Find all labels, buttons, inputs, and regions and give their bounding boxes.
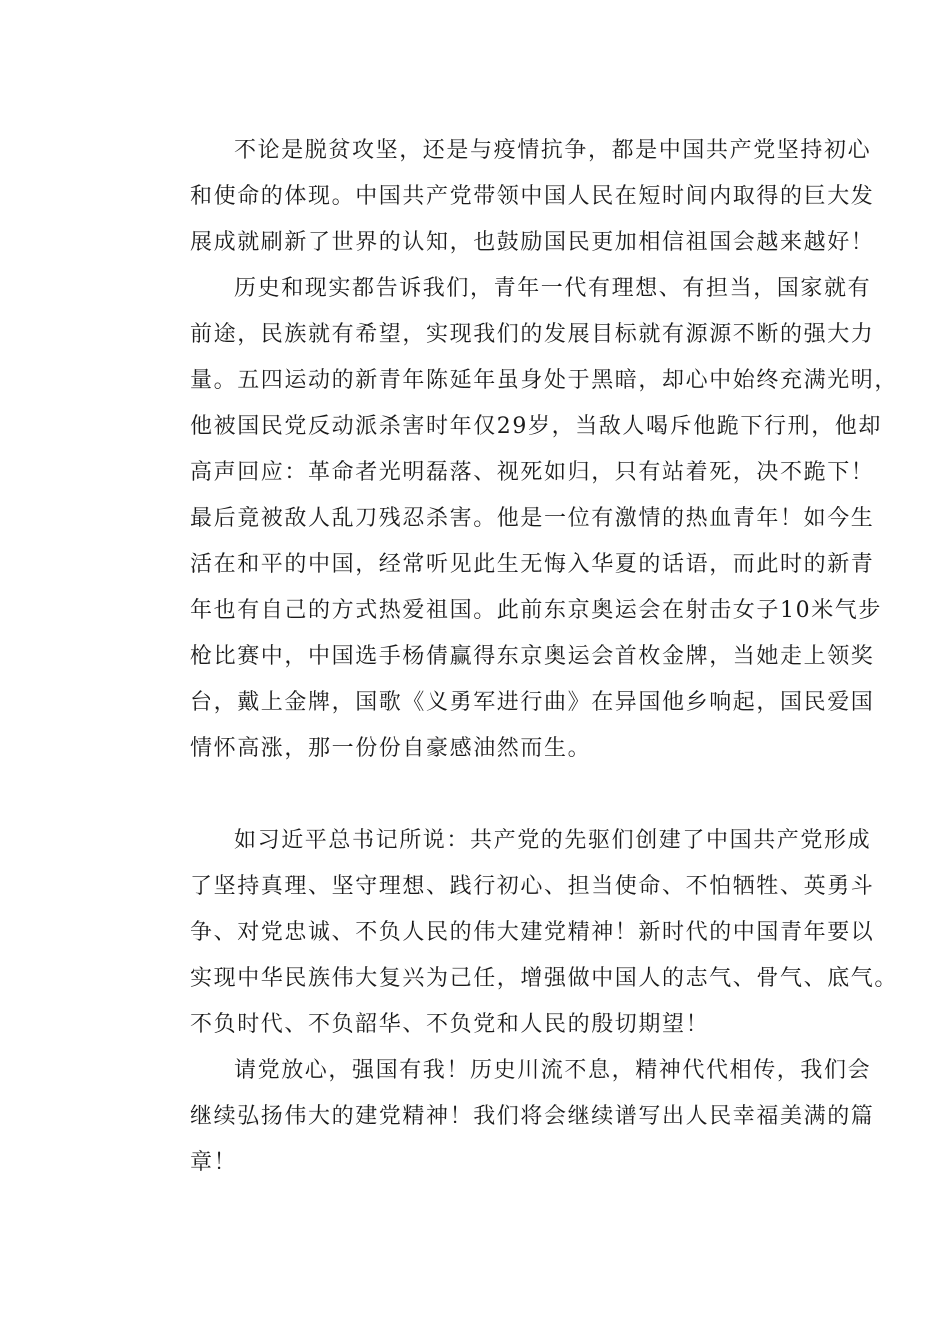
text-line: 继续弘扬伟大的建党精神！我们将会继续谱写出人民幸福美满的篇 bbox=[190, 1104, 875, 1129]
text-line: 他被国民党反动派杀害时年仅29岁，当敌人喝斥他跪下行刑，他却 bbox=[190, 414, 882, 439]
text-line: 前途，民族就有希望，实现我们的发展目标就有源源不断的强大力 bbox=[190, 322, 875, 347]
text-line: 展成就刷新了世界的认知，也鼓励国民更加相信祖国会越来越好！ bbox=[190, 230, 875, 255]
paragraph-1 bbox=[146, 128, 875, 266]
text-line: 了坚持真理、坚守理想、践行初心、担当使命、不怕牺牲、英勇斗 bbox=[190, 874, 875, 899]
text-line: 活在和平的中国，经常听见此生无悔入华夏的话语，而此时的新青 bbox=[190, 552, 875, 577]
paragraph-4 bbox=[146, 1048, 875, 1186]
text-line: 如习近平总书记所说：共产党的先驱们创建了中国共产党形成 bbox=[234, 828, 872, 853]
text-line: 实现中华民族伟大复兴为己任，增强做中国人的志气、骨气、底气。 bbox=[190, 966, 899, 991]
text-line: 最后竟被敌人乱刀残忍杀害。他是一位有激情的热血青年！如今生 bbox=[190, 506, 875, 531]
text-line: 高声回应：革命者光明磊落、视死如归，只有站着死，决不跪下！ bbox=[190, 460, 875, 485]
text-line: 不负时代、不负韶华、不负党和人民的殷切期望！ bbox=[190, 1012, 710, 1037]
text-line: 和使命的体现。中国共产党带领中国人民在短时间内取得的巨大发 bbox=[190, 184, 875, 209]
paragraph-2 bbox=[146, 266, 899, 818]
text-line: 情怀高涨，那一份份自豪感油然而生。 bbox=[190, 736, 592, 761]
text-line: 枪比赛中，中国选手杨倩赢得东京奥运会首枚金牌，当她走上领奖 bbox=[190, 644, 875, 669]
text-line: 不论是脱贫攻坚，还是与疫情抗争，都是中国共产党坚持初心 bbox=[234, 138, 872, 163]
paragraph-3 bbox=[146, 818, 899, 1048]
text-line: 量。五四运动的新青年陈延年虽身处于黑暗，却心中始终充满光明， bbox=[190, 368, 899, 393]
text-line: 年也有自己的方式热爱祖国。此前东京奥运会在射击女子10米气步 bbox=[190, 598, 882, 623]
text-line: 争、对党忠诚、不负人民的伟大建党精神！新时代的中国青年要以 bbox=[190, 920, 875, 945]
text-line: 请党放心，强国有我！历史川流不息，精神代代相传，我们会 bbox=[234, 1058, 872, 1083]
text-line: 台，戴上金牌，国歌《义勇军进行曲》在异国他乡响起，国民爱国 bbox=[190, 690, 875, 715]
document-body bbox=[146, 128, 899, 1186]
text-line: 历史和现实都告诉我们，青年一代有理想、有担当，国家就有 bbox=[234, 276, 872, 301]
text-line: 章！ bbox=[190, 1150, 238, 1175]
text-line bbox=[146, 772, 806, 818]
